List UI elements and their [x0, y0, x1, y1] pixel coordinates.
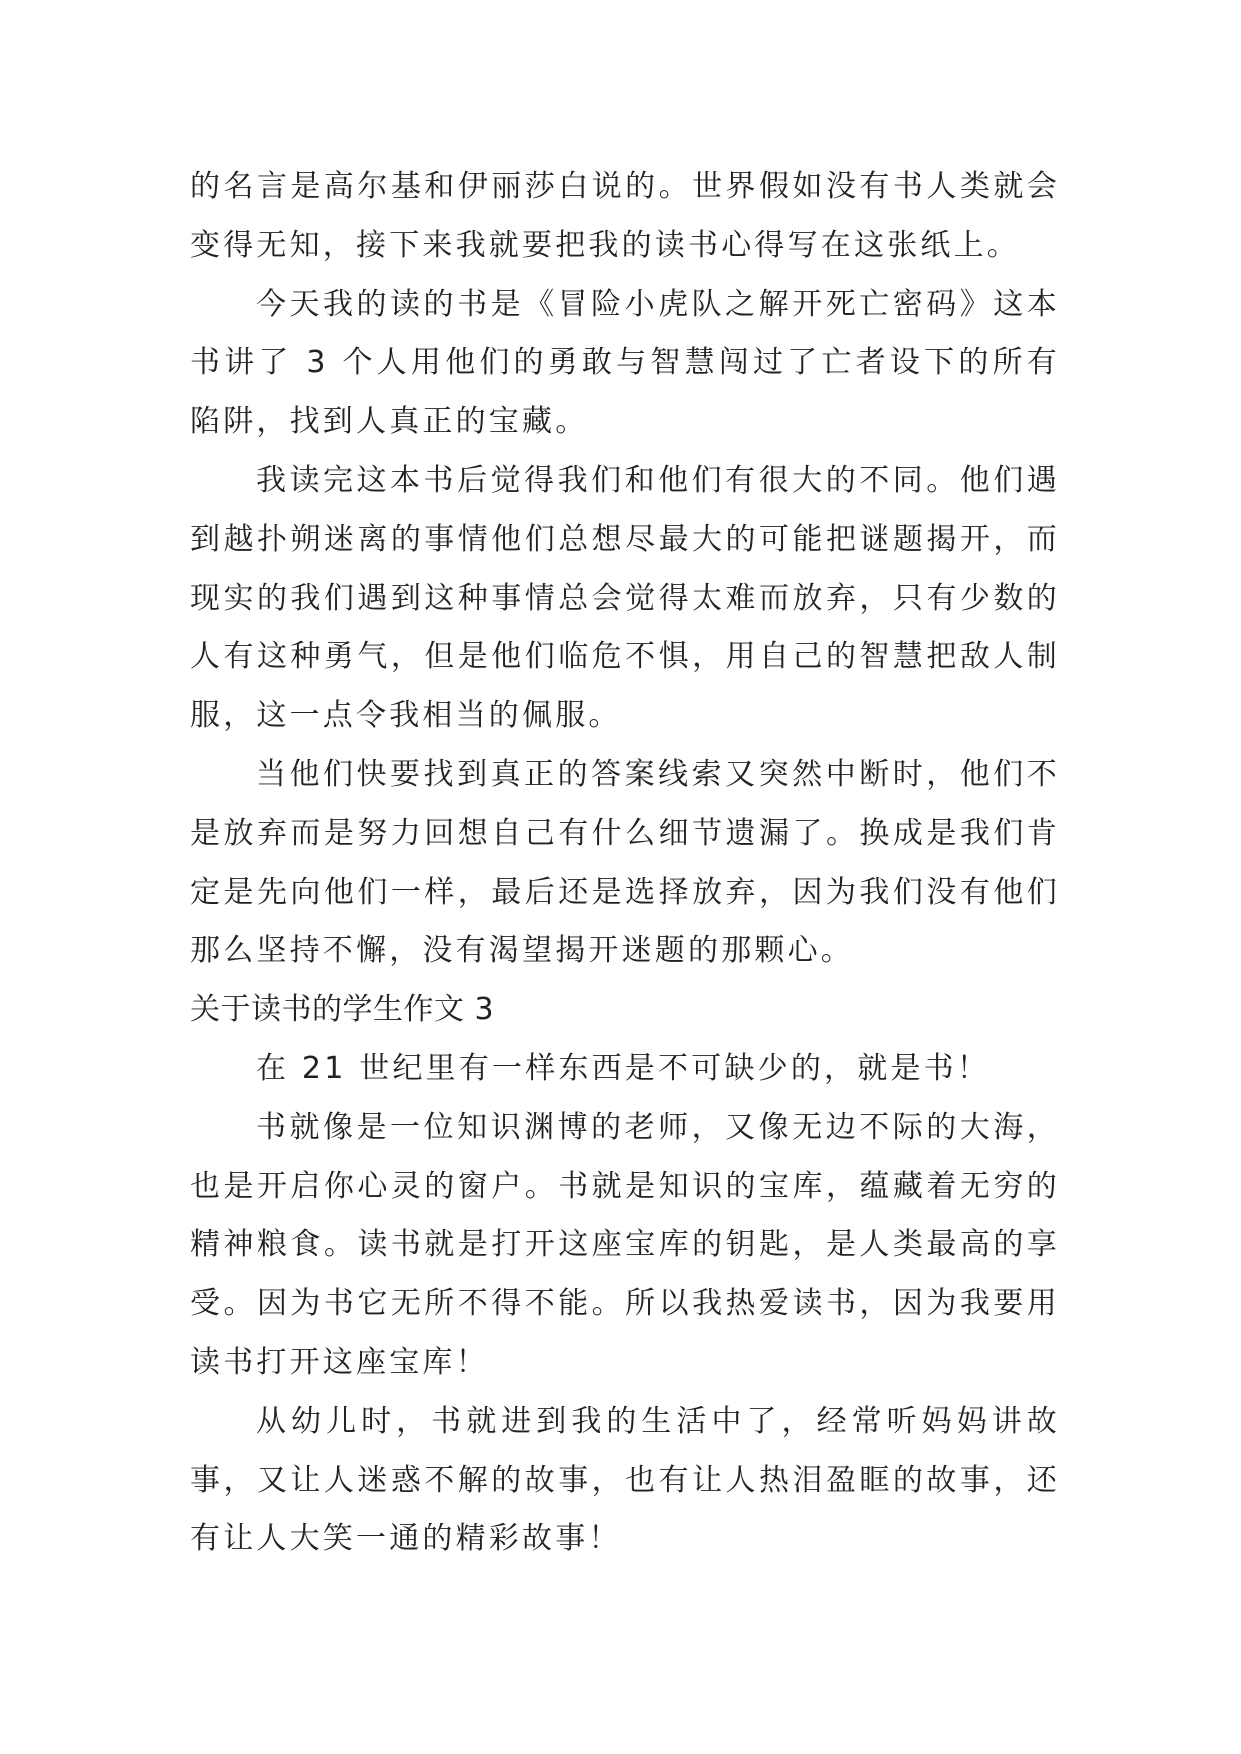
paragraph-intro-books: 在 21 世纪里有一样东西是不可缺少的，就是书！: [256, 1050, 991, 1086]
paragraph-continuation: 的名言是高尔基和伊丽莎白说的。世界假如没有书人类就会变得无知，接下来我就要把我的读书心得写在这张纸上。: [190, 169, 1060, 263]
paragraph-reflection: 我读完这本书后觉得我们和他们有很大的不同。他们遇到越扑朔迷离的事情他们总想尽最大的可能把谜题揭开，而现实的我们遇到这种事情总会觉得太难而放弃，只有少数的人有这种勇气，但是他们临危不惧，用自己的智慧把敌人制服，这一点令我相当的佩服。: [190, 462, 1060, 734]
paragraph-book-summary: 今天我的读的书是《冒险小虎队之解开死亡密码》这本书讲了 3 个人用他们的勇敢与智慧闯过了亡者设下的所有陷阱，找到人真正的宝藏。: [190, 286, 1060, 440]
document-body: [190, 158, 1060, 1569]
paragraph-perseverance: 当他们快要找到真正的答案线索又突然中断时，他们不是放弃而是努力回想自己有什么细节遗漏了。换成是我们肯定是先向他们一样，最后还是选择放弃，因为我们没有他们那么坚持不懈，没有渴望揭开迷题的那颗心。: [190, 756, 1060, 969]
section-heading: 关于读书的学生作文 3: [190, 992, 495, 1028]
paragraph-books-treasure: 书就像是一位知识渊博的老师，又像无边不际的大海，也是开启你心灵的窗户。书就是知识的宝库，蕴藏着无穷的精神粮食。读书就是打开这座宝库的钥匙，是人类最高的享受。因为书它无所不得不能。所以我热爱读书，因为我要用读书打开这座宝库！: [190, 1109, 1060, 1380]
paragraph-childhood-stories: 从幼儿时，书就进到我的生活中了，经常听妈妈讲故事，又让人迷惑不解的故事，也有让人热泪盈眶的故事，还有让人大笑一通的精彩故事！: [190, 1403, 1060, 1557]
